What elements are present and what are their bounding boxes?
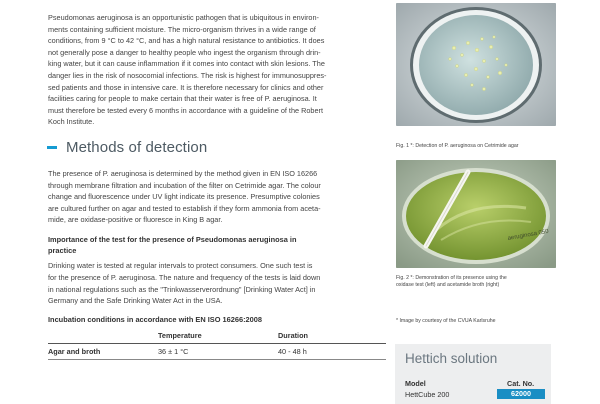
caption-line: Fig. 2 *: Demonstration of its presence using the: [396, 275, 507, 281]
text-line: are cultured further on agar and tested to establish if they form ammonia from aceta-: [48, 203, 321, 213]
importance-heading: [48, 234, 383, 256]
table-cell-label: Agar and broth: [48, 343, 158, 359]
figure-2-caption: [396, 275, 556, 289]
heading-line: Importance of the test for the presence of Pseudomonas aeruginosa in: [48, 234, 297, 244]
incubation-heading: Incubation conditions in accordance with EN ISO 16266:2008: [48, 314, 262, 324]
text-line: The presence of P. aeruginosa is determined by the method given in EN ISO 16266: [48, 168, 318, 178]
text-line: change and fluorescence under UV light indicate its presence. Presumptive colonies: [48, 192, 320, 202]
detection-paragraph: [48, 168, 383, 226]
table-row: [48, 343, 386, 359]
image-credit: * Image by courtesy of the CVUA Karlsruhe: [396, 318, 496, 324]
petri-dish-label: aeruginosa 050: [507, 228, 550, 242]
text-line: mide, are oxidase-positive or fluoresce in King B agar.: [48, 215, 223, 225]
text-line: facilities caring for people to make certain that their water is free of P. aeruginosa. It: [48, 94, 317, 104]
text-line: Drinking water is tested at regular intervals to protect consumers. One such test is: [48, 261, 313, 271]
petri-dish-oxidase-image: [396, 160, 556, 268]
section-title: Methods of detection: [66, 138, 208, 156]
caption-line: oxidase test (left) and acetamide broth (right): [396, 282, 500, 288]
text-line: not generally pose a danger to healthy people who ingest the organism through drin-: [48, 47, 321, 57]
main-column: [48, 12, 383, 360]
figure-2-photo: [396, 160, 556, 268]
text-line: ments containing sufficient moisture. The micro-organism thrives in a wide range of: [48, 24, 316, 34]
heading-line: practice: [48, 246, 77, 256]
text-line: sed patients and those in intensive care. It is therefore necessary for clinics and other: [48, 82, 324, 92]
figure-1-caption: Fig. 1 *: Detection of P. aeruginosa on Cetrimide agar: [396, 143, 519, 149]
section-dash-icon: [47, 146, 57, 149]
text-line: through membrane filtration and incubation of the filter on Cetrimide agar. The colour: [48, 180, 321, 190]
figure-1-photo: [396, 3, 556, 126]
hettich-solution-panel: [395, 344, 551, 404]
model-value: HettCube 200: [405, 390, 450, 399]
incubation-table: [48, 329, 386, 360]
cat-no-header: Cat. No.: [507, 379, 535, 388]
model-header: Model: [405, 379, 426, 388]
importance-paragraph: [48, 260, 383, 306]
petri-dish-cetrimide-image: [396, 3, 556, 126]
text-line: must therefore be tested every 6 months in accordance with a guideline of the Robert: [48, 105, 324, 115]
table-header-cell: [48, 329, 158, 344]
text-line: conditions, from 9 °C to 42 °C, and has a high natural resistance to antibiotics. It does: [48, 36, 325, 46]
text-line: Pseudomonas aeruginosa is an opportunistic pathogen that is ubiquitous in environ-: [48, 13, 319, 22]
section-heading: [48, 139, 383, 156]
table-header-cell: Temperature: [158, 329, 278, 344]
text-line: Koch Institute.: [48, 117, 95, 127]
intro-paragraph: [48, 12, 383, 128]
table-header-cell: Duration: [278, 329, 386, 344]
text-line: in national regulations such as the "Trinkwasserverordnung" [Drinking Water Act] in: [48, 284, 316, 294]
text-line: Germany and the Safe Drinking Water Act in the USA.: [48, 296, 223, 306]
cat-no-badge: 62000: [497, 389, 545, 399]
table-cell-duration: 40 - 48 h: [278, 343, 386, 359]
table-cell-temperature: 36 ± 1 °C: [158, 343, 278, 359]
panel-title: Hettich solution: [405, 351, 498, 366]
text-line: king water, but it can cause inflammation if it comes into contact with skin lesions. The: [48, 59, 325, 69]
table-header-row: [48, 329, 386, 344]
text-line: for the presence of P. aeruginosa. The nature and frequency of the tests is laid down: [48, 272, 321, 282]
text-line: danger lies in the risk of nosocomial infections. The risk is highest for immunosuppres-: [48, 70, 327, 80]
